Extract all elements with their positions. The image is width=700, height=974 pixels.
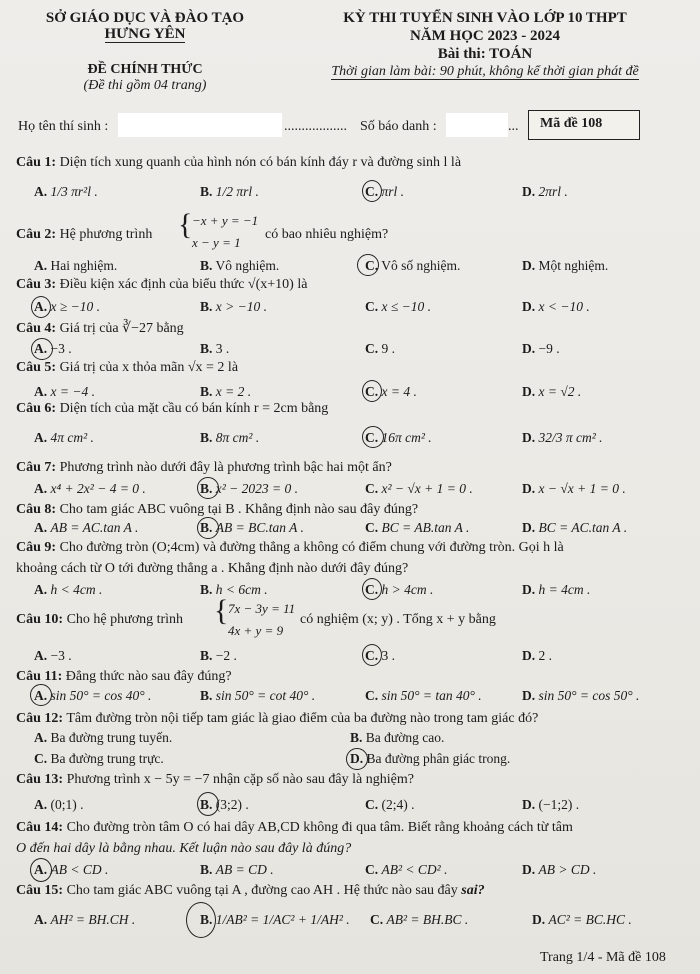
q10-eq1: 7x − 3y = 11 [228,601,296,616]
q9-option-a: A. h < 4cm . [34,582,103,597]
q2-option-c: C. Vô số nghiệm. [365,258,461,273]
q10-stem: Câu 10: Cho hệ phương trình [16,612,184,627]
q9-option-c: C. h > 4cm . [365,582,434,597]
q3-stem: Câu 3: Điều kiện xác định của biểu thức √(x+10) là [16,277,308,292]
q13-stem: Câu 13: Phương trình x − 5y = −7 nhận cặp số nào sau đây là nghiệm? [16,772,414,787]
q3-option-a: A. x ≥ −10 . [34,299,101,314]
pages-note: (Đề thi gồm 04 trang) [83,78,207,93]
q2-eq1: −x + y = −1 [192,213,259,228]
q7-option-c: C. x² − √x + 1 = 0 . [365,481,473,496]
q1-option-a: A. 1/3 πr²l . [34,184,98,199]
q5-option-c: C. x = 4 . [365,384,417,399]
q4-answer-mark [31,338,53,360]
official-label: ĐỀ CHÍNH THỨC [87,62,203,77]
q14-answer-mark [30,858,52,882]
q11-option-d: D. sin 50° = cos 50° . [522,688,640,703]
q7-stem: Câu 7: Phương trình nào dưới đây là phương trình bậc hai một ẩn? [16,460,392,475]
q7-answer-mark [197,477,219,499]
q15-option-c: C. AB² = BH.BC . [370,912,469,927]
q10-option-d: D. 2 . [522,648,552,663]
q11-answer-mark [30,684,52,706]
q14-option-b: B. AB = CD . [200,862,274,877]
q2-answer-mark [357,254,379,276]
q9-option-d: D. h = 4cm . [522,582,591,597]
q10-option-a: A. −3 . [34,648,72,663]
q10-option-c: C. 3 . [365,648,395,663]
name-dots: .................. [284,119,347,134]
q4-stem: Câu 4: Giá trị của ∛−27 bằng [16,321,184,336]
page-footer: Trang 1/4 - Mã đề 108 [540,950,666,965]
q11-stem: Câu 11: Đẳng thức nào sau đây đúng? [16,669,232,684]
q15-stem: Câu 15: Cho tam giác ABC vuông tại A , đường cao AH . Hệ thức nào sau đây sai? [16,883,485,898]
q13-answer-mark [197,792,219,816]
q10-tail: có nghiệm (x; y) . Tổng x + y bằng [300,612,496,627]
q4-option-c: C. 9 . [365,341,395,356]
q8-answer-mark [197,517,219,539]
q14-stem-line2: O đến hai dây là bằng nhau. Kết luận nào sau đây là đúng? [16,841,352,856]
q1-answer-mark [362,180,382,202]
q4-option-a: A. −3 . [34,341,72,356]
q8-option-b: B. AB = BC.tan A . [200,520,304,535]
q14-option-d: D. AB > CD . [522,862,597,877]
q9-answer-mark [362,578,382,600]
q13-option-c: C. (2;4) . [365,797,415,812]
q6-option-b: B. 8π cm² . [200,430,260,445]
number-dots: ... [508,119,519,134]
exam-title: KỲ THI TUYỂN SINH VÀO LỚP 10 THPT [343,10,627,26]
redacted-number [446,113,508,137]
q10-eq2: 4x + y = 9 [228,623,284,638]
q2-eq2: x − y = 1 [192,235,241,250]
q3-answer-mark [31,296,51,318]
q11-option-b: B. sin 50° = cot 40° . [200,688,316,703]
q12-stem: Câu 12: Tâm đường tròn nội tiếp tam giác là giao điểm của ba đường nào trong tam giác đó? [16,711,539,726]
q5-stem: Câu 5: Giá trị của x thỏa mãn √x = 2 là [16,360,239,375]
q1-option-c: C. πrl . [365,184,405,199]
q12-option-d: D. Ba đường phân giác trong. [350,751,511,766]
q9-stem: Câu 9: Cho đường tròn (O;4cm) và đường thẳng a không có điểm chung với đường tròn. Gọi h là [16,540,564,555]
q7-option-d: D. x − √x + 1 = 0 . [522,481,626,496]
q8-option-a: A. AB = AC.tan A . [34,520,139,535]
q7-option-a: A. x⁴ + 2x² − 4 = 0 . [34,481,146,496]
department: SỞ GIÁO DỤC VÀ ĐÀO TẠO [45,10,245,26]
subject: Bài thi: TOÁN [437,46,533,62]
q13-option-a: A. (0;1) . [34,797,84,812]
q10-answer-mark [362,644,382,666]
exam-time: Thời gian làm bài: 90 phút, không kể thời gian phát đề [331,64,639,79]
q2-option-d: D. Một nghiệm. [522,258,609,273]
province: HƯNG YÊN [104,26,186,42]
q10-brace: { [214,594,229,627]
redacted-name [118,113,282,137]
q15-option-b: B. 1/AB² = 1/AC² + 1/AH² . [200,912,350,927]
q6-option-a: A. 4π cm² . [34,430,94,445]
q9-stem-line2: khoảng cách từ O tới đường thẳng a . Khẳng định nào dưới đây đúng? [16,561,409,576]
q1-option-d: D. 2πrl . [522,184,568,199]
q14-option-a: A. AB < CD . [34,862,109,877]
q2-stem: Câu 2: Hệ phương trình [16,227,153,242]
q6-stem: Câu 6: Diện tích của mặt cầu có bán kính r = 2cm bằng [16,401,329,416]
q6-option-d: D. 32/3 π cm² . [522,430,603,445]
q5-answer-mark [362,380,382,402]
q5-option-b: B. x = 2 . [200,384,252,399]
q12-option-c: C. Ba đường trung trực. [34,751,164,766]
q15-option-d: D. AC² = BC.HC . [532,912,632,927]
q5-option-d: D. x = √2 . [522,384,582,399]
q14-option-c: C. AB² < CD² . [365,862,448,877]
q7-option-b: B. x² − 2023 = 0 . [200,481,299,496]
q6-answer-mark [362,426,384,448]
school-year: NĂM HỌC 2023 - 2024 [410,28,560,44]
q6-option-c: C. 16π cm² . [365,430,432,445]
q13-option-b: B. (3;2) . [200,797,249,812]
q8-option-d: D. BC = AC.tan A . [522,520,628,535]
q3-option-b: B. x > −10 . [200,299,267,314]
q2-option-a: A. Hai nghiệm. [34,258,118,273]
q1-stem: Câu 1: Diện tích xung quanh của hình nón có bán kính đáy r và đường sinh l là [16,155,462,170]
q12-option-a: A. Ba đường trung tuyến. [34,730,173,745]
candidate-number-label: Số báo danh : [360,119,437,134]
q11-option-a: A. sin 50° = cos 40° . [34,688,152,703]
exam-code: Mã đề 108 [540,116,603,131]
q5-option-a: A. x = −4 . [34,384,95,399]
q15-option-a: A. AH² = BH.CH . [34,912,136,927]
q2-option-b: B. Vô nghiệm. [200,258,280,273]
q4-option-d: D. −9 . [522,341,560,356]
q13-option-d: D. (−1;2) . [522,797,580,812]
q15-answer-mark [186,902,216,938]
q12-answer-mark [346,748,368,770]
candidate-name-label: Họ tên thí sinh : [18,119,109,134]
q8-option-c: C. BC = AB.tan A . [365,520,470,535]
q3-option-c: C. x ≤ −10 . [365,299,432,314]
q11-option-c: C. sin 50° = tan 40° . [365,688,482,703]
q2-brace: { [178,208,193,241]
q10-option-b: B. −2 . [200,648,237,663]
q1-option-b: B. 1/2 πrl . [200,184,259,199]
q9-option-b: B. h < 6cm . [200,582,268,597]
q2-tail: có bao nhiêu nghiệm? [265,227,389,242]
q3-option-d: D. x < −10 . [522,299,590,314]
q14-stem: Câu 14: Cho đường tròn tâm O có hai dây AB,CD không đi qua tâm. Biết rằng khoảng cách từ tâm [16,820,573,835]
q4-option-b: B. 3 . [200,341,230,356]
q8-stem: Câu 8: Cho tam giác ABC vuông tại B . Khẳng định nào sau đây đúng? [16,502,419,517]
q12-option-b: B. Ba đường cao. [350,730,445,745]
